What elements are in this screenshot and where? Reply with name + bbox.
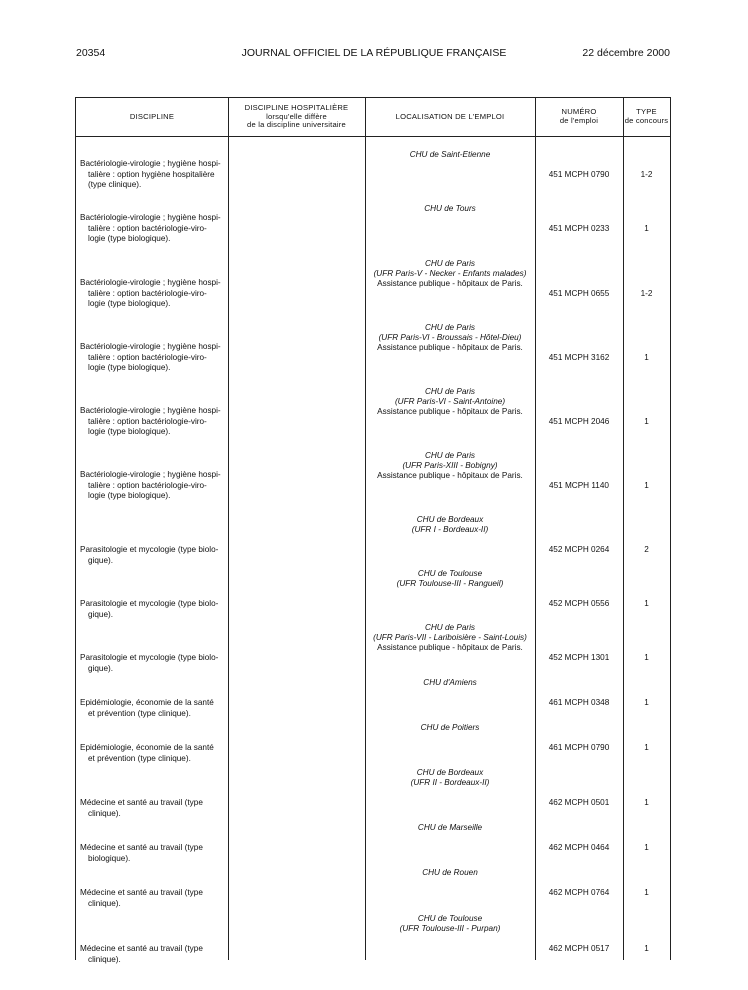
discipline-line: talière : option bactériologie-viro-: [88, 223, 207, 233]
column-header-numero: NUMÉRO de l'emploi: [559, 107, 599, 125]
localisation-line: CHU de Toulouse: [417, 569, 483, 578]
discipline-cell: [80, 406, 228, 438]
discipline-line: gique).: [88, 663, 114, 673]
numero-emploi: 451 MCPH 1140: [549, 481, 609, 490]
column-header-localisation: LOCALISATION DE L'EMPLOI: [395, 111, 505, 121]
numero-emploi: 452 MCPH 0556: [548, 599, 610, 608]
localisation-line: (UFR Paris-XIII - Bobigny): [402, 461, 498, 470]
type-concours: 2: [644, 545, 649, 554]
numero-emploi: 452 MCPH 1301: [548, 653, 610, 662]
localisation-cell: [366, 204, 534, 214]
numero-emploi: 462 MCPH 0517: [548, 944, 610, 953]
localisation-line: CHU de Rouen: [422, 868, 478, 877]
discipline-line: Médecine et santé au travail (type: [80, 843, 203, 852]
type-concours: 1: [644, 224, 649, 233]
discipline-line: logie (type biologique).: [88, 299, 171, 308]
numero-emploi: 451 MCPH 2046: [548, 417, 610, 426]
type-concours: 1: [644, 743, 649, 752]
discipline-line: logie (type biologique).: [88, 427, 171, 436]
type-concours: 1: [644, 944, 649, 953]
page-number: 20354: [76, 47, 106, 59]
discipline-line: clinique).: [88, 954, 121, 964]
localisation-line: CHU de Paris: [424, 451, 476, 460]
localisation-line: (UFR Paris-VII - Lariboisière - Saint-Louis): [373, 633, 527, 642]
localisation-line: (UFR II - Bordeaux-II): [410, 778, 490, 787]
numero-emploi: 462 MCPH 0501: [548, 798, 610, 807]
numero-emploi: 451 MCPH 3162: [548, 353, 610, 362]
discipline-line: gique).: [88, 555, 114, 565]
discipline-cell: [80, 545, 228, 566]
localisation-line: (UFR Toulouse-III - Rangueil): [396, 579, 504, 588]
localisation-line: CHU de Paris: [424, 387, 476, 396]
discipline-cell: [80, 159, 228, 191]
numero-emploi: 451 MCPH 0790: [548, 170, 610, 179]
localisation-line: CHU de Marseille: [417, 823, 483, 832]
discipline-cell: [80, 843, 228, 864]
discipline-line: Bactériologie-virologie ; hygiène hospi-: [80, 159, 221, 168]
discipline-cell: [80, 470, 228, 502]
discipline-cell: [80, 342, 228, 374]
type-concours: 1: [644, 353, 649, 362]
localisation-cell: [366, 150, 534, 160]
etablissement-text: Assistance publique - hôpitaux de Paris.: [377, 407, 523, 416]
discipline-line: Bactériologie-virologie ; hygiène hospi-: [80, 278, 221, 287]
discipline-line: Epidémiologie, économie de la santé: [80, 743, 214, 752]
numero-emploi: 451 MCPH 0233: [548, 224, 610, 233]
localisation-line: CHU d'Amiens: [423, 678, 477, 687]
discipline-line: logie (type biologique).: [88, 234, 171, 243]
discipline-cell: [80, 698, 228, 719]
type-concours: 1: [644, 698, 649, 707]
discipline-line: Parasitologie et mycologie (type biolo-: [80, 599, 219, 608]
localisation-line: (UFR Paris-VI - Broussais - Hôtel-Dieu): [378, 333, 522, 342]
localisation-line: CHU de Bordeaux: [416, 768, 484, 777]
discipline-line: Bactériologie-virologie ; hygiène hospi-: [80, 213, 221, 222]
type-concours: 1: [644, 599, 649, 608]
discipline-line: talière : option hygiène hospitalière: [88, 169, 215, 179]
type-concours: 1-2: [640, 170, 653, 179]
column-header-discipline: DISCIPLINE: [129, 111, 175, 121]
localisation-cell: [366, 768, 534, 788]
type-concours: 1-2: [640, 289, 653, 298]
localisation-cell: [366, 723, 534, 733]
discipline-cell: [80, 278, 228, 310]
discipline-cell: [80, 888, 228, 909]
discipline-line: et prévention (type clinique).: [88, 708, 191, 718]
localisation-line: CHU de Paris: [424, 323, 476, 332]
column-header-type: TYPE de concours: [624, 107, 669, 125]
localisation-cell: [366, 623, 534, 653]
discipline-line: Parasitologie et mycologie (type biolo-: [80, 545, 219, 554]
localisation-line: CHU de Paris: [424, 623, 476, 632]
localisation-cell: [366, 451, 534, 481]
discipline-line: clinique).: [88, 808, 121, 818]
numero-emploi: 462 MCPH 0464: [548, 843, 610, 852]
type-concours: 1: [644, 798, 649, 807]
discipline-line: biologique).: [88, 853, 131, 863]
numero-emploi: 461 MCPH 0790: [548, 743, 610, 752]
discipline-line: Epidémiologie, économie de la santé: [80, 698, 214, 707]
discipline-line: talière : option bactériologie-viro-: [88, 352, 207, 362]
discipline-cell: [80, 944, 228, 965]
localisation-cell: [366, 678, 534, 688]
discipline-line: Bactériologie-virologie ; hygiène hospi-: [80, 342, 221, 351]
localisation-cell: [366, 515, 534, 535]
discipline-line: gique).: [88, 609, 114, 619]
localisation-line: CHU de Tours: [424, 204, 476, 213]
discipline-line: Parasitologie et mycologie (type biolo-: [80, 653, 219, 662]
localisation-line: CHU de Poitiers: [420, 723, 480, 732]
localisation-line: (UFR Toulouse-III - Purpan): [399, 924, 501, 933]
discipline-line: Bactériologie-virologie ; hygiène hospi-: [80, 470, 221, 479]
discipline-line: et prévention (type clinique).: [88, 753, 191, 763]
discipline-line: Médecine et santé au travail (type: [80, 798, 203, 807]
type-concours: 1: [644, 481, 649, 490]
localisation-cell: [366, 323, 534, 353]
table-header: [76, 98, 670, 137]
discipline-line: talière : option bactériologie-viro-: [88, 416, 207, 426]
journal-title: JOURNAL OFFICIEL DE LA RÉPUBLIQUE FRANÇAISE: [241, 47, 507, 59]
localisation-line: (UFR I - Bordeaux-II): [411, 525, 489, 534]
numero-emploi: 461 MCPH 0348: [548, 698, 610, 707]
discipline-line: talière : option bactériologie-viro-: [88, 288, 207, 298]
localisation-cell: [366, 259, 534, 289]
publication-date: 22 décembre 2000: [582, 47, 670, 59]
type-concours: 1: [644, 843, 649, 852]
discipline-cell: [80, 599, 228, 620]
discipline-line: Médecine et santé au travail (type: [80, 944, 203, 953]
localisation-line: CHU de Paris: [424, 259, 476, 268]
discipline-cell: [80, 798, 228, 819]
numero-emploi: 452 MCPH 0264: [548, 545, 610, 554]
column-divider: [228, 98, 229, 960]
discipline-line: Médecine et santé au travail (type: [80, 888, 203, 897]
type-concours: 1: [644, 888, 649, 897]
discipline-line: logie (type biologique).: [88, 491, 171, 500]
numero-emploi: 451 MCPH 0655: [548, 289, 610, 298]
localisation-line: (UFR Paris-VI - Saint-Antoine): [394, 397, 506, 406]
localisation-line: CHU de Saint-Etienne: [409, 150, 491, 159]
discipline-line: clinique).: [88, 898, 121, 908]
discipline-line: Bactériologie-virologie ; hygiène hospi-: [80, 406, 221, 415]
numero-emploi: 462 MCPH 0764: [548, 888, 610, 897]
type-concours: 1: [644, 653, 649, 662]
localisation-cell: [366, 387, 534, 417]
discipline-cell: [80, 743, 228, 764]
localisation-line: CHU de Bordeaux: [416, 515, 484, 524]
localisation-cell: [366, 823, 534, 833]
discipline-line: logie (type biologique).: [88, 363, 171, 372]
etablissement-text: Assistance publique - hôpitaux de Paris.: [377, 643, 523, 652]
localisation-cell: [366, 569, 534, 589]
discipline-cell: [80, 213, 228, 245]
discipline-cell: [80, 653, 228, 674]
etablissement-text: Assistance publique - hôpitaux de Paris.: [377, 343, 523, 352]
localisation-cell: [366, 914, 534, 934]
discipline-line: talière : option bactériologie-viro-: [88, 480, 207, 490]
localisation-cell: [366, 868, 534, 878]
localisation-line: CHU de Toulouse: [417, 914, 483, 923]
emplois-table: [75, 97, 671, 964]
etablissement-text: Assistance publique - hôpitaux de Paris.: [377, 471, 523, 480]
column-header-discipline-hospitaliere: DISCIPLINE HOSPITALIÈRE lorsqu'elle diffère de la discipline universitaire: [244, 102, 349, 130]
etablissement-text: Assistance publique - hôpitaux de Paris.: [377, 279, 523, 288]
localisation-line: (UFR Paris-V - Necker - Enfants malades): [373, 269, 527, 278]
discipline-line: (type clinique).: [88, 180, 142, 189]
type-concours: 1: [644, 417, 649, 426]
